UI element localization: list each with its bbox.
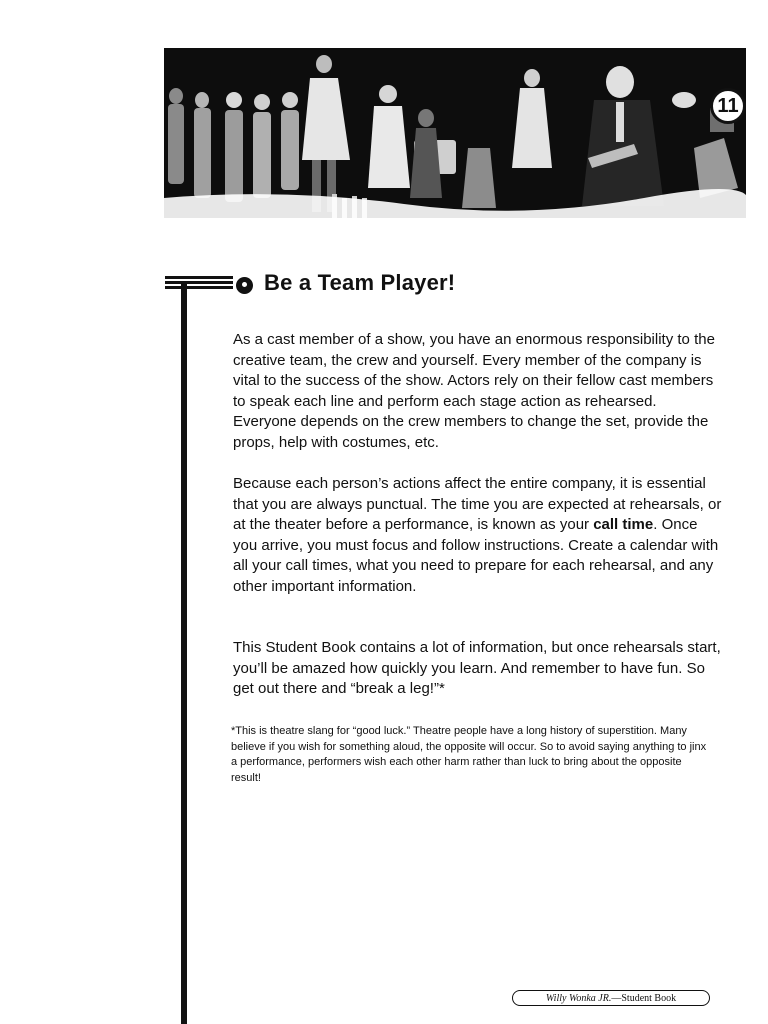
call-time-term: call time — [593, 516, 654, 533]
bullet-circle-icon — [236, 277, 253, 294]
paragraph-call-time — [233, 474, 723, 597]
left-vertical-rule — [181, 284, 187, 1024]
heading-rule-bars — [165, 276, 233, 292]
footnote: *This is theatre slang for “good luck.” Theatre people have a long history of superstition. Many believe if you wish for something aloud, the opposite will occur. So to avoid saying anything to jinx a performance, performers wish each other harm rather than luck to bring about the opposite result! — [231, 725, 707, 784]
paragraph-break-a-leg: This Student Book contains a lot of information, but once rehearsals start, you’ll be amazed how quickly you learn. And remember to have fun. So get out there and “break a leg!”* — [233, 639, 721, 697]
footer-book-label — [512, 990, 710, 1006]
footer-book-suffix: —Student Book — [611, 992, 677, 1004]
paragraph-call-time-rest: . Once you arrive, you must focus and follow instructions. Create a calendar with all your call times, what you need to prepare for each rehearsal, and any other important information. — [233, 516, 719, 595]
paragraph-responsibility: As a cast member of a show, you have an enormous responsibility to the creative team, the crew and yourself. Every member of the company is vital to the success of the show. Actors rely on their fellow cast members to speak each line and perform each stage action as rehearsed. Everyone depends on the crew members to change the set, provide the props, help with costumes, etc. — [233, 331, 715, 451]
footer-book-title: Willy Wonka JR. — [545, 992, 612, 1004]
header-photo — [164, 48, 746, 218]
stage-photo-illustration — [164, 48, 746, 218]
section-title: Be a Team Player! — [264, 270, 456, 295]
paragraph-call-time-intro: Because each person’s actions affect the entire company, it is essential that you are always punctual. The time you are expected at rehearsals, or at the theater before a performance, is known as your — [233, 475, 722, 533]
page-number-badge: 11 — [710, 88, 746, 124]
